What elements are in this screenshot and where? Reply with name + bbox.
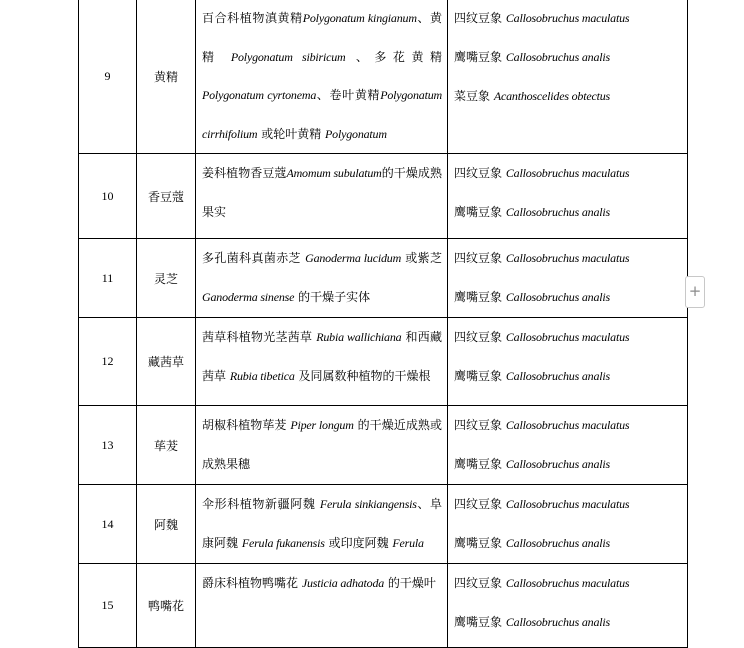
pest-list [448,239,688,318]
source-text: 多孔菌科真菌赤芝 [202,251,306,265]
pest-chinese-name: 菜豆象 [454,89,491,103]
pest-item [454,318,687,357]
latin-name: Rubia tibetica [229,368,295,383]
latin-name: Rubia wallichiana [316,330,402,344]
pest-item [454,485,687,524]
pest-list [448,485,688,564]
source-text: 、多花黄精 [345,49,442,64]
pest-latin-name: Callosobruchus maculatus [505,497,630,511]
pest-chinese-name: 四纹豆象 [454,497,503,511]
pest-item [454,357,687,396]
source-text: 或紫芝 [401,251,442,265]
pest-item [454,278,687,317]
latin-name: Piper longum [290,418,354,432]
table-row [79,406,688,485]
pest-item [454,445,687,484]
source-text: 、阜康阿魏 [202,497,442,550]
latin-name: Polygonatum cyrtonema [202,88,317,102]
herb-name: 鸭嘴花 [137,564,196,648]
table-row [79,154,688,239]
pest-latin-name: Callosobruchus analis [505,457,610,471]
pest-host-table [78,0,688,648]
pest-chinese-name: 鹰嘴豆象 [454,457,503,471]
pest-item [454,38,687,77]
pest-item [454,603,687,642]
pest-list [448,154,688,239]
pest-item [454,193,687,232]
latin-name: Ganoderma sinense [202,289,295,304]
pest-latin-name: Callosobruchus analis [505,615,610,629]
latin-name: Ganoderma lucidum [305,251,402,265]
pest-item [454,77,687,116]
source-text: 、黄精 [202,11,442,64]
pest-latin-name: Callosobruchus maculatus [505,166,630,180]
latin-name: Polygonatum [325,126,387,141]
latin-name: Ferula [392,535,424,550]
source-text: 的干燥叶 [384,576,436,590]
latin-name: Polygonatum [380,88,442,102]
herb-name: 阿魏 [137,485,196,564]
pest-chinese-name: 四纹豆象 [454,11,503,25]
pest-latin-name: Callosobruchus analis [505,50,610,64]
source-text: 、卷叶黄精 [316,88,381,102]
latin-name: Amomum subulatum [286,166,382,180]
source-text: 胡椒科植物荜茇 [202,418,291,432]
latin-name: Polygonatum sibiricum [230,49,346,64]
latin-name: Justicia adhatoda [301,576,385,590]
latin-name: Polygonatum kingianum [302,11,417,25]
source-text: 百合科植物滇黄精 [202,11,303,25]
pest-chinese-name: 四纹豆象 [454,330,503,344]
table-row [79,239,688,318]
botanical-source [196,239,448,318]
herb-name: 香豆蔻 [137,154,196,239]
source-text: 的干燥子实体 [294,289,371,304]
pest-latin-name: Callosobruchus analis [505,290,610,304]
row-number: 12 [79,318,137,406]
pest-list [448,406,688,485]
pest-chinese-name: 鹰嘴豆象 [454,615,503,629]
source-text: 姜科植物香豆蔻 [202,166,287,180]
pest-latin-name: Callosobruchus analis [505,536,610,550]
table-row [79,318,688,406]
row-number: 14 [79,485,137,564]
latin-name: cirrhifolium [202,126,258,141]
pest-latin-name: Callosobruchus analis [505,369,610,383]
pest-item [454,0,687,38]
botanical-source [196,564,448,648]
pest-list [448,0,688,154]
pest-latin-name: Callosobruchus maculatus [505,576,630,590]
pest-chinese-name: 四纹豆象 [454,251,503,265]
expand-plus-icon[interactable]: + [685,276,705,308]
pest-latin-name: Callosobruchus maculatus [505,251,630,265]
botanical-source [196,318,448,406]
botanical-source [196,406,448,485]
source-text: 爵床科植物鸭嘴花 [202,576,302,590]
pest-chinese-name: 四纹豆象 [454,166,503,180]
source-text: 及同属数种植物的干燥根 [294,368,431,383]
latin-name: Ferula sinkiangensis [319,497,417,511]
row-number: 11 [79,239,137,318]
pest-chinese-name: 四纹豆象 [454,418,503,432]
latin-name: Ferula fukanensis [241,535,325,550]
pest-list [448,564,688,648]
table-row [79,0,688,154]
source-text: 的干燥近成熟或成熟果穗 [202,418,442,471]
pest-chinese-name: 鹰嘴豆象 [454,50,503,64]
source-text: 的干燥成熟果实 [202,166,442,219]
herb-name: 藏茜草 [137,318,196,406]
pest-chinese-name: 鹰嘴豆象 [454,290,503,304]
source-text: 或印度阿魏 [324,535,393,550]
pest-chinese-name: 四纹豆象 [454,576,503,590]
pest-latin-name: Callosobruchus analis [505,205,610,219]
pest-latin-name: Callosobruchus maculatus [505,330,630,344]
herb-name: 灵芝 [137,239,196,318]
botanical-source [196,154,448,239]
row-number: 9 [79,0,137,154]
herb-name: 荜茇 [137,406,196,485]
pest-latin-name: Callosobruchus maculatus [505,418,630,432]
pest-latin-name: Acanthoscelides obtectus [493,89,611,103]
pest-item [454,154,687,193]
pest-item [454,239,687,278]
source-text: 伞形科植物新疆阿魏 [202,497,320,511]
row-number: 15 [79,564,137,648]
table-row [79,485,688,564]
source-text: 茜草科植物光茎茜草 [202,330,317,344]
botanical-source [196,0,448,154]
source-text: 和西藏茜草 [202,330,442,383]
pest-chinese-name: 鹰嘴豆象 [454,369,503,383]
source-text: 或轮叶黄精 [257,126,326,141]
pest-chinese-name: 鹰嘴豆象 [454,536,503,550]
pest-latin-name: Callosobruchus maculatus [505,11,630,25]
table-row [79,564,688,648]
botanical-source [196,485,448,564]
pest-item [454,524,687,563]
pest-chinese-name: 鹰嘴豆象 [454,205,503,219]
pest-item [454,564,687,603]
row-number: 13 [79,406,137,485]
pest-item [454,406,687,445]
pest-list [448,318,688,406]
row-number: 10 [79,154,137,239]
herb-name: 黄精 [137,0,196,154]
